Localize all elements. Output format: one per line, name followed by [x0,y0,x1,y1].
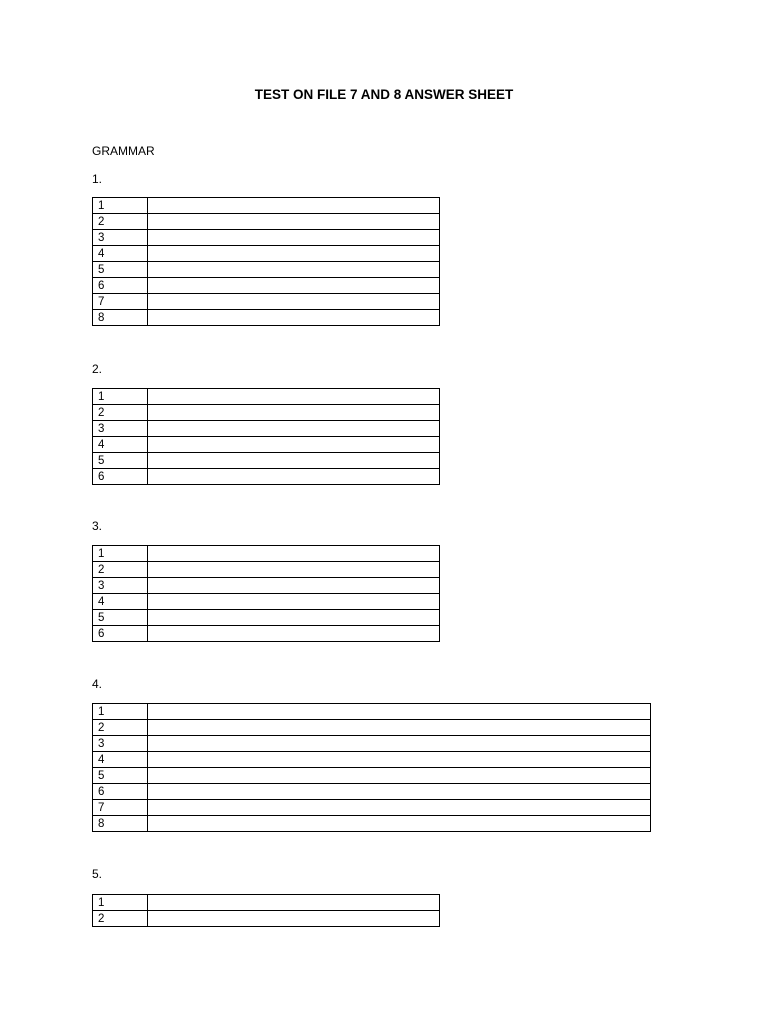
table-row [93,246,440,262]
table-row [93,594,440,610]
page-title: TEST ON FILE 7 AND 8 ANSWER SHEET [254,87,514,102]
row-number: 3 [93,578,148,594]
answer-cell[interactable] [148,469,440,485]
answer-cell[interactable] [148,784,651,800]
table-row [93,752,651,768]
table-row [93,704,651,720]
row-number: 7 [93,800,148,816]
section-heading-grammar: GRAMMAR [92,144,155,158]
row-number: 3 [93,230,148,246]
answer-cell[interactable] [148,405,440,421]
exercise-3-label: 3. [92,519,103,533]
answer-cell[interactable] [148,294,440,310]
table-row [93,389,440,405]
table-row [93,294,440,310]
answer-cell[interactable] [148,800,651,816]
answer-cell[interactable] [148,310,440,326]
table-row [93,469,440,485]
row-number: 4 [93,594,148,610]
row-number: 6 [93,784,148,800]
table-row [93,768,651,784]
row-number: 2 [93,214,148,230]
row-number: 5 [93,610,148,626]
table-row [93,405,440,421]
row-number: 4 [93,752,148,768]
row-number: 5 [93,453,148,469]
answer-cell[interactable] [148,453,440,469]
answer-cell[interactable] [148,421,440,437]
table-row [93,230,440,246]
table-row [93,816,651,832]
table-row [93,262,440,278]
row-number: 1 [93,704,148,720]
answer-cell[interactable] [148,546,440,562]
row-number: 5 [93,262,148,278]
table-row [93,800,651,816]
row-number: 7 [93,294,148,310]
exercise-1-answer-table [92,197,440,326]
table-row [93,895,440,911]
answer-cell[interactable] [148,768,651,784]
answer-cell[interactable] [148,562,440,578]
table-row [93,578,440,594]
row-number: 8 [93,310,148,326]
answer-cell[interactable] [148,816,651,832]
row-number: 4 [93,246,148,262]
answer-cell[interactable] [148,594,440,610]
answer-cell[interactable] [148,262,440,278]
answer-cell[interactable] [148,198,440,214]
table-row [93,421,440,437]
answer-cell[interactable] [148,626,440,642]
table-row [93,562,440,578]
answer-cell[interactable] [148,578,440,594]
exercise-3-answer-table [92,545,440,642]
exercise-2-label: 2. [92,362,103,376]
answer-cell[interactable] [148,230,440,246]
answer-cell[interactable] [148,911,440,927]
answer-cell[interactable] [148,389,440,405]
row-number: 4 [93,437,148,453]
table-row [93,310,440,326]
answer-cell[interactable] [148,736,651,752]
table-row [93,736,651,752]
table-row [93,911,440,927]
table-row [93,784,651,800]
row-number: 1 [93,895,148,911]
exercise-5-answer-table [92,894,440,927]
row-number: 2 [93,720,148,736]
answer-cell[interactable] [148,437,440,453]
row-number: 1 [93,546,148,562]
row-number: 2 [93,405,148,421]
answer-cell[interactable] [148,214,440,230]
answer-cell[interactable] [148,895,440,911]
answer-cell[interactable] [148,246,440,262]
row-number: 6 [93,278,148,294]
row-number: 6 [93,626,148,642]
exercise-2-answer-table [92,388,440,485]
exercise-1-label: 1. [92,172,103,186]
table-row [93,278,440,294]
table-row [93,610,440,626]
answer-cell[interactable] [148,278,440,294]
exercise-5-label: 5. [92,867,103,881]
row-number: 1 [93,389,148,405]
table-row [93,453,440,469]
table-row [93,437,440,453]
exercise-4-label: 4. [92,677,103,691]
row-number: 6 [93,469,148,485]
row-number: 2 [93,562,148,578]
row-number: 1 [93,198,148,214]
row-number: 5 [93,768,148,784]
answer-cell[interactable] [148,704,651,720]
table-row [93,198,440,214]
answer-cell[interactable] [148,752,651,768]
table-row [93,626,440,642]
answer-cell[interactable] [148,610,440,626]
row-number: 2 [93,911,148,927]
table-row [93,720,651,736]
table-row [93,546,440,562]
row-number: 8 [93,816,148,832]
row-number: 3 [93,736,148,752]
answer-cell[interactable] [148,720,651,736]
row-number: 3 [93,421,148,437]
exercise-4-answer-table [92,703,651,832]
table-row [93,214,440,230]
